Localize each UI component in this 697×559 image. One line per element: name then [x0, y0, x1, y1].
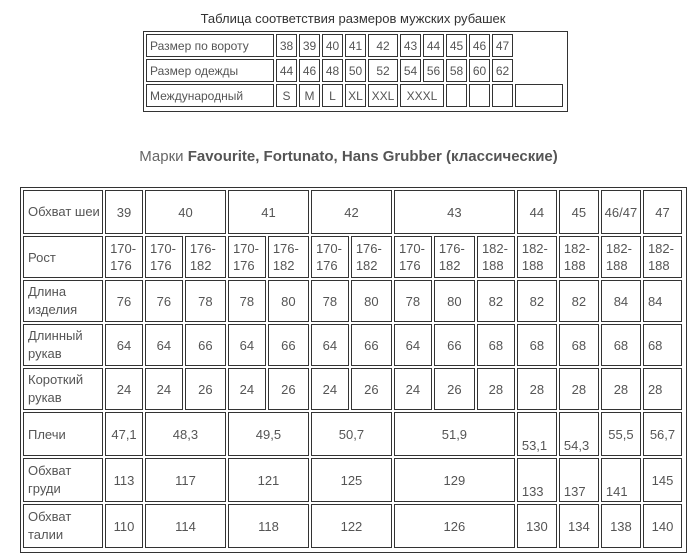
- short-sleeve-cell: 28: [643, 368, 682, 410]
- size-cell: [446, 84, 467, 107]
- row-label: Обхват шеи: [23, 190, 103, 234]
- length-cell: 78: [228, 280, 266, 322]
- size-cell: [515, 84, 563, 107]
- shoulders-cell: 56,7: [643, 412, 682, 456]
- height-cell: 182-188: [601, 236, 641, 278]
- length-cell: 78: [311, 280, 349, 322]
- short-sleeve-cell: 24: [145, 368, 183, 410]
- size-cell: 44: [423, 34, 444, 57]
- waist-cell: 134: [559, 504, 599, 548]
- height-cell: 170-176: [145, 236, 183, 278]
- neck-row: [23, 190, 682, 234]
- waist-cell: 114: [145, 504, 226, 548]
- long-sleeve-cell: 66: [268, 324, 309, 366]
- long-sleeve-row: [23, 324, 682, 366]
- height-row: [23, 236, 682, 278]
- neck-cell: 43: [394, 190, 515, 234]
- shoulders-cell: 53,1: [517, 412, 557, 456]
- short-sleeve-cell: 26: [351, 368, 392, 410]
- neck-cell: 44: [517, 190, 557, 234]
- size-cell: 38: [276, 34, 297, 57]
- neck-cell: 47: [643, 190, 682, 234]
- row-label: Обхват груди: [23, 458, 103, 502]
- size-cell: [492, 84, 513, 107]
- chest-cell: 117: [145, 458, 226, 502]
- waist-cell: 140: [643, 504, 682, 548]
- long-sleeve-cell: 64: [228, 324, 266, 366]
- short-sleeve-cell: 26: [434, 368, 475, 410]
- chest-cell: 145: [643, 458, 682, 502]
- chest-cell: 133: [517, 458, 557, 502]
- size-correspondence-table: [143, 31, 568, 112]
- long-sleeve-cell: 68: [559, 324, 599, 366]
- size-cell: XL: [345, 84, 366, 107]
- height-cell: 170-176: [105, 236, 143, 278]
- size-cell: 56: [423, 59, 444, 82]
- short-sleeve-cell: 24: [228, 368, 266, 410]
- short-sleeve-cell: 26: [268, 368, 309, 410]
- height-cell: 170-176: [311, 236, 349, 278]
- long-sleeve-cell: 66: [185, 324, 226, 366]
- long-sleeve-cell: 68: [477, 324, 515, 366]
- neck-cell: 41: [228, 190, 309, 234]
- size-cell: 52: [368, 59, 398, 82]
- size-cell: 47: [492, 34, 513, 57]
- height-cell: 182-188: [477, 236, 515, 278]
- chest-cell: 113: [105, 458, 143, 502]
- long-sleeve-cell: 64: [311, 324, 349, 366]
- chest-cell: 121: [228, 458, 309, 502]
- row-label: Обхват талии: [23, 504, 103, 548]
- length-cell: 80: [434, 280, 475, 322]
- size-cell: 58: [446, 59, 467, 82]
- row-label: Длина изделия: [23, 280, 103, 322]
- row-label: Плечи: [23, 412, 103, 456]
- waist-cell: 110: [105, 504, 143, 548]
- size-table-caption: Таблица соответствия размеров мужских рубашек: [200, 11, 506, 26]
- chest-cell: 125: [311, 458, 392, 502]
- short-sleeve-cell: 28: [477, 368, 515, 410]
- shoulders-cell: 54,3: [559, 412, 599, 456]
- height-cell: 170-176: [394, 236, 432, 278]
- height-cell: 176-182: [268, 236, 309, 278]
- size-cell: 60: [469, 59, 490, 82]
- row-label: Длинный рукав: [23, 324, 103, 366]
- length-cell: 84: [601, 280, 641, 322]
- shoulders-row: [23, 412, 682, 456]
- length-cell: 80: [268, 280, 309, 322]
- neck-cell: 45: [559, 190, 599, 234]
- length-cell: 80: [351, 280, 392, 322]
- size-cell: XXXL: [400, 84, 444, 107]
- length-cell: 82: [517, 280, 557, 322]
- shoulders-cell: 50,7: [311, 412, 392, 456]
- row-label: Международный: [146, 84, 274, 107]
- short-sleeve-cell: 24: [311, 368, 349, 410]
- length-cell: 78: [185, 280, 226, 322]
- measurements-table: [20, 187, 687, 553]
- chest-cell: 141: [601, 458, 641, 502]
- size-cell: 46: [299, 59, 320, 82]
- shoulders-cell: 47,1: [105, 412, 143, 456]
- size-cell: 50: [345, 59, 366, 82]
- waist-cell: 118: [228, 504, 309, 548]
- waist-cell: 126: [394, 504, 515, 548]
- international-size-row: [146, 84, 563, 107]
- neck-cell: 39: [105, 190, 143, 234]
- waist-row: [23, 504, 682, 548]
- neck-cell: 42: [311, 190, 392, 234]
- long-sleeve-cell: 68: [643, 324, 682, 366]
- height-cell: 176-182: [351, 236, 392, 278]
- long-sleeve-cell: 66: [434, 324, 475, 366]
- long-sleeve-cell: 68: [601, 324, 641, 366]
- waist-cell: 130: [517, 504, 557, 548]
- brand-prefix: Марки: [139, 148, 188, 165]
- size-cell: 39: [299, 34, 320, 57]
- size-cell: M: [299, 84, 320, 107]
- size-cell: 62: [492, 59, 513, 82]
- height-cell: 182-188: [559, 236, 599, 278]
- waist-cell: 138: [601, 504, 641, 548]
- brand-heading: [0, 148, 697, 165]
- size-cell: 48: [322, 59, 343, 82]
- shoulders-cell: 48,3: [145, 412, 226, 456]
- neck-cell: 46/47: [601, 190, 641, 234]
- size-cell: XXL: [368, 84, 398, 107]
- height-cell: 182-188: [643, 236, 682, 278]
- neck-cell: 40: [145, 190, 226, 234]
- length-cell: 82: [477, 280, 515, 322]
- shoulders-cell: 55,5: [601, 412, 641, 456]
- row-label: Рост: [23, 236, 103, 278]
- short-sleeve-cell: 28: [517, 368, 557, 410]
- height-cell: 170-176: [228, 236, 266, 278]
- brand-names: Favourite, Fortunato, Hans Grubber (классические): [187, 148, 558, 165]
- long-sleeve-cell: 66: [351, 324, 392, 366]
- chest-cell: 129: [394, 458, 515, 502]
- size-cell: S: [276, 84, 297, 107]
- short-sleeve-cell: 28: [601, 368, 641, 410]
- size-cell: L: [322, 84, 343, 107]
- size-cell: 45: [446, 34, 467, 57]
- chest-cell: 137: [559, 458, 599, 502]
- long-sleeve-cell: 64: [394, 324, 432, 366]
- height-cell: 176-182: [185, 236, 226, 278]
- length-cell: 84: [643, 280, 682, 322]
- clothing-size-row: [146, 59, 563, 82]
- collar-size-row: [146, 34, 563, 57]
- shoulders-cell: 51,9: [394, 412, 515, 456]
- short-sleeve-cell: 28: [559, 368, 599, 410]
- height-cell: 182-188: [517, 236, 557, 278]
- length-cell: 76: [145, 280, 183, 322]
- size-cell: 40: [322, 34, 343, 57]
- size-cell: 54: [400, 59, 421, 82]
- short-sleeve-row: [23, 368, 682, 410]
- size-cell: 46: [469, 34, 490, 57]
- size-cell: [469, 84, 490, 107]
- row-label: Размер по вороту: [146, 34, 274, 57]
- row-label: Короткий рукав: [23, 368, 103, 410]
- waist-cell: 122: [311, 504, 392, 548]
- length-cell: 76: [105, 280, 143, 322]
- length-cell: 78: [394, 280, 432, 322]
- short-sleeve-cell: 24: [394, 368, 432, 410]
- row-label: Размер одежды: [146, 59, 274, 82]
- length-cell: 82: [559, 280, 599, 322]
- long-sleeve-cell: 64: [105, 324, 143, 366]
- size-cell: 43: [400, 34, 421, 57]
- shoulders-cell: 49,5: [228, 412, 309, 456]
- size-cell: 44: [276, 59, 297, 82]
- size-cell: 41: [345, 34, 366, 57]
- short-sleeve-cell: 26: [185, 368, 226, 410]
- height-cell: 176-182: [434, 236, 475, 278]
- chest-row: [23, 458, 682, 502]
- long-sleeve-cell: 64: [145, 324, 183, 366]
- long-sleeve-cell: 68: [517, 324, 557, 366]
- short-sleeve-cell: 24: [105, 368, 143, 410]
- size-cell: 42: [368, 34, 398, 57]
- length-row: [23, 280, 682, 322]
